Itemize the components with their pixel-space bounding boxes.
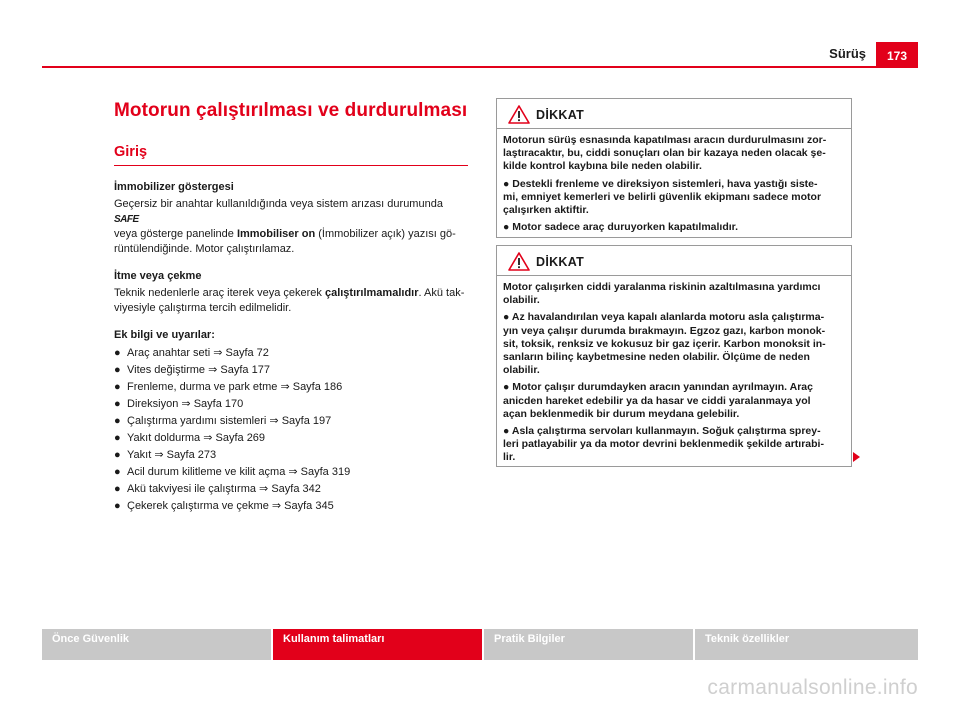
warning-line: sit, toksik, renksiz ve kokusuz bir gaz içerir. Karbon monoksit in-: [503, 337, 826, 350]
warning-triangle-icon: [508, 252, 530, 271]
immobilizer-text-c: (İmmobilizer açık) yazısı gö-: [315, 228, 456, 240]
extra-heading: Ek bilgi ve uyarılar:: [114, 329, 215, 341]
page-number: 173: [876, 42, 918, 68]
item-label: Frenleme, durma ve park etme: [127, 381, 278, 393]
item-label: Direksiyon: [127, 398, 179, 410]
page-link[interactable]: ⇒ Sayfa 170: [181, 398, 244, 410]
warning-line: ● Az havalandırılan veya kapalı alanlarda motoru asla çalıştırma-: [503, 311, 825, 324]
warning-line: yın veya çalışır durumda bırakmayın. Egzoz gazı, karbon monok-: [503, 324, 826, 337]
header-rule: [42, 66, 918, 68]
warning-line: olabilir.: [503, 364, 540, 377]
push-text: [114, 286, 468, 316]
immobilizer-on-label: Immobiliser on: [236, 228, 316, 240]
bullet-icon: ●: [114, 364, 121, 376]
warning-header: [497, 246, 851, 276]
push-text-b: . Akü tak-: [418, 287, 465, 299]
page-link[interactable]: ⇒ Sayfa 273: [154, 449, 217, 461]
page-link[interactable]: ⇒ Sayfa 319: [288, 466, 351, 478]
page-link[interactable]: ⇒ Sayfa 342: [259, 483, 321, 495]
immobilizer-text-b: veya gösterge panelinde: [114, 228, 237, 240]
page-link[interactable]: ⇒ Sayfa 345: [271, 500, 334, 512]
section-title: Sürüş: [829, 46, 866, 61]
warning-line: Motorun sürüş esnasında kapatılması aracın durdurulmasını zor-: [503, 134, 827, 146]
bullet-icon: ●: [114, 415, 121, 427]
list-item: [114, 431, 468, 446]
warning-line: kilde kontrol kaybına bile neden olabilir.: [503, 160, 702, 173]
list-item: [114, 465, 468, 480]
warning-line: mi, emniyet kemerleri ve belirli güvenlik ekipmanı sadece motor: [503, 190, 822, 203]
bullet-icon: ●: [114, 449, 121, 461]
bullet-icon: ●: [114, 483, 121, 495]
section-subtitle: Giriş: [114, 144, 148, 160]
push-text-a: Teknik nedenlerle araç iterek veya çekerek: [114, 287, 325, 299]
item-label: Çekerek çalıştırma ve çekme: [127, 500, 269, 512]
bullet-icon: ●: [114, 381, 121, 393]
warning-box-1: [496, 98, 852, 238]
warning-title: DİKKAT: [536, 255, 585, 269]
warning-line: laştıracaktır, bu, ciddi sonuçları olan bir kazaya neden olacak şe-: [503, 147, 826, 160]
list-item: [114, 346, 468, 361]
warning-body: [497, 276, 851, 465]
push-text-c: viyesiyle çalıştırma tercih edilmelidir.: [114, 302, 292, 314]
warning-paragraph: [503, 178, 845, 218]
warning-paragraph: [503, 425, 845, 465]
footer-nav: [42, 629, 918, 660]
warning-paragraph: [503, 281, 845, 307]
continue-arrow-icon[interactable]: [853, 452, 860, 462]
tab-operating-instructions[interactable]: Kullanım talimatları: [273, 629, 482, 660]
page-link[interactable]: ⇒ Sayfa 72: [213, 347, 269, 359]
bullet-icon: ●: [114, 347, 121, 359]
list-item: [114, 397, 468, 412]
item-label: Akü takviyesi ile çalıştırma: [127, 483, 256, 495]
bullet-icon: ●: [114, 500, 121, 512]
push-heading: İtme veya çekme: [114, 270, 202, 282]
item-label: Yakıt doldurma: [127, 432, 201, 444]
page-link[interactable]: ⇒ Sayfa 269: [203, 432, 266, 444]
subtitle-rule: [114, 165, 468, 166]
page-link[interactable]: ⇒ Sayfa 177: [208, 364, 270, 376]
immobilizer-text-d: rüntülendiğinde. Motor çalıştırılamaz.: [114, 243, 295, 255]
warning-line: açan beklenmedik bir durum meydana gelebilir.: [503, 407, 740, 420]
page-link[interactable]: ⇒ Sayfa 186: [280, 381, 343, 393]
tab-safety[interactable]: Önce Güvenlik: [42, 629, 271, 660]
warning-line: ● Motor sadece araç duruyorken kapatılmalıdır.: [503, 221, 739, 234]
immobilizer-text-a: Geçersiz bir anahtar kullanıldığında veya sistem arızası durumunda: [114, 198, 443, 210]
warning-line: ● Asla çalıştırma servoları kullanmayın. Soğuk çalıştırma sprey-: [503, 425, 821, 438]
warning-paragraph: [503, 221, 845, 234]
warning-paragraph: [503, 381, 845, 421]
immobilizer-text: [114, 197, 468, 257]
warning-title: DİKKAT: [536, 108, 585, 122]
bullet-icon: ●: [114, 466, 121, 478]
list-item: [114, 414, 468, 429]
warning-line: ● Motor çalışır durumdayken aracın yanından ayrılmayın. Araç: [503, 381, 813, 394]
warning-line: olabilir.: [503, 294, 540, 307]
safe-icon: SAFE: [114, 214, 139, 225]
list-item: [114, 499, 468, 514]
warning-line: çalışırken aktiftir.: [503, 204, 589, 217]
item-label: Acil durum kilitleme ve kilit açma: [127, 466, 286, 478]
warning-line: ● Destekli frenleme ve direksiyon sistemleri, hava yastığı siste-: [503, 177, 818, 190]
push-bold: çalıştırılmamalıdır: [324, 287, 419, 299]
page-link[interactable]: ⇒ Sayfa 197: [269, 415, 332, 427]
warning-line: sanların bilinç kaybetmesine neden olabilir. Ölçüme de neden: [503, 351, 810, 364]
item-label: Çalıştırma yardımı sistemleri: [127, 415, 267, 427]
list-item: [114, 482, 468, 497]
item-label: Yakıt: [127, 449, 152, 461]
warning-paragraph: [503, 311, 845, 377]
tab-practical-info[interactable]: Pratik Bilgiler: [484, 629, 693, 660]
item-label: Vites değiştirme: [127, 364, 206, 376]
list-item: [114, 363, 468, 378]
warning-header: [497, 99, 851, 129]
warning-paragraph: [503, 134, 845, 174]
list-item: [114, 448, 468, 463]
tab-technical-specs[interactable]: Teknik özellikler: [695, 629, 918, 660]
reference-list: [114, 346, 468, 514]
immobilizer-heading: İmmobilizer göstergesi: [114, 181, 234, 193]
warning-line: anicden hareket edebilir ya da hasar ve ciddi yaralanmaya yol: [503, 394, 811, 407]
left-column: [114, 100, 468, 514]
warning-box-2: [496, 245, 852, 467]
bullet-icon: ●: [114, 432, 121, 444]
warning-body: [497, 129, 851, 234]
warning-line: lir.: [503, 451, 516, 464]
warning-line: Motor çalışırken ciddi yaralanma riskinin azaltılmasına yardımcı: [503, 281, 821, 293]
watermark: carmanualsonline.info: [707, 676, 918, 699]
list-item: [114, 380, 468, 395]
page-title: Motorun çalıştırılması ve durdurulması: [114, 100, 468, 121]
warning-line: leri patlayabilir ya da motor devrini beklenmedik şekilde artırabi-: [503, 438, 824, 451]
warning-triangle-icon: [508, 105, 530, 124]
item-label: Araç anahtar seti: [127, 347, 211, 359]
bullet-icon: ●: [114, 398, 121, 410]
